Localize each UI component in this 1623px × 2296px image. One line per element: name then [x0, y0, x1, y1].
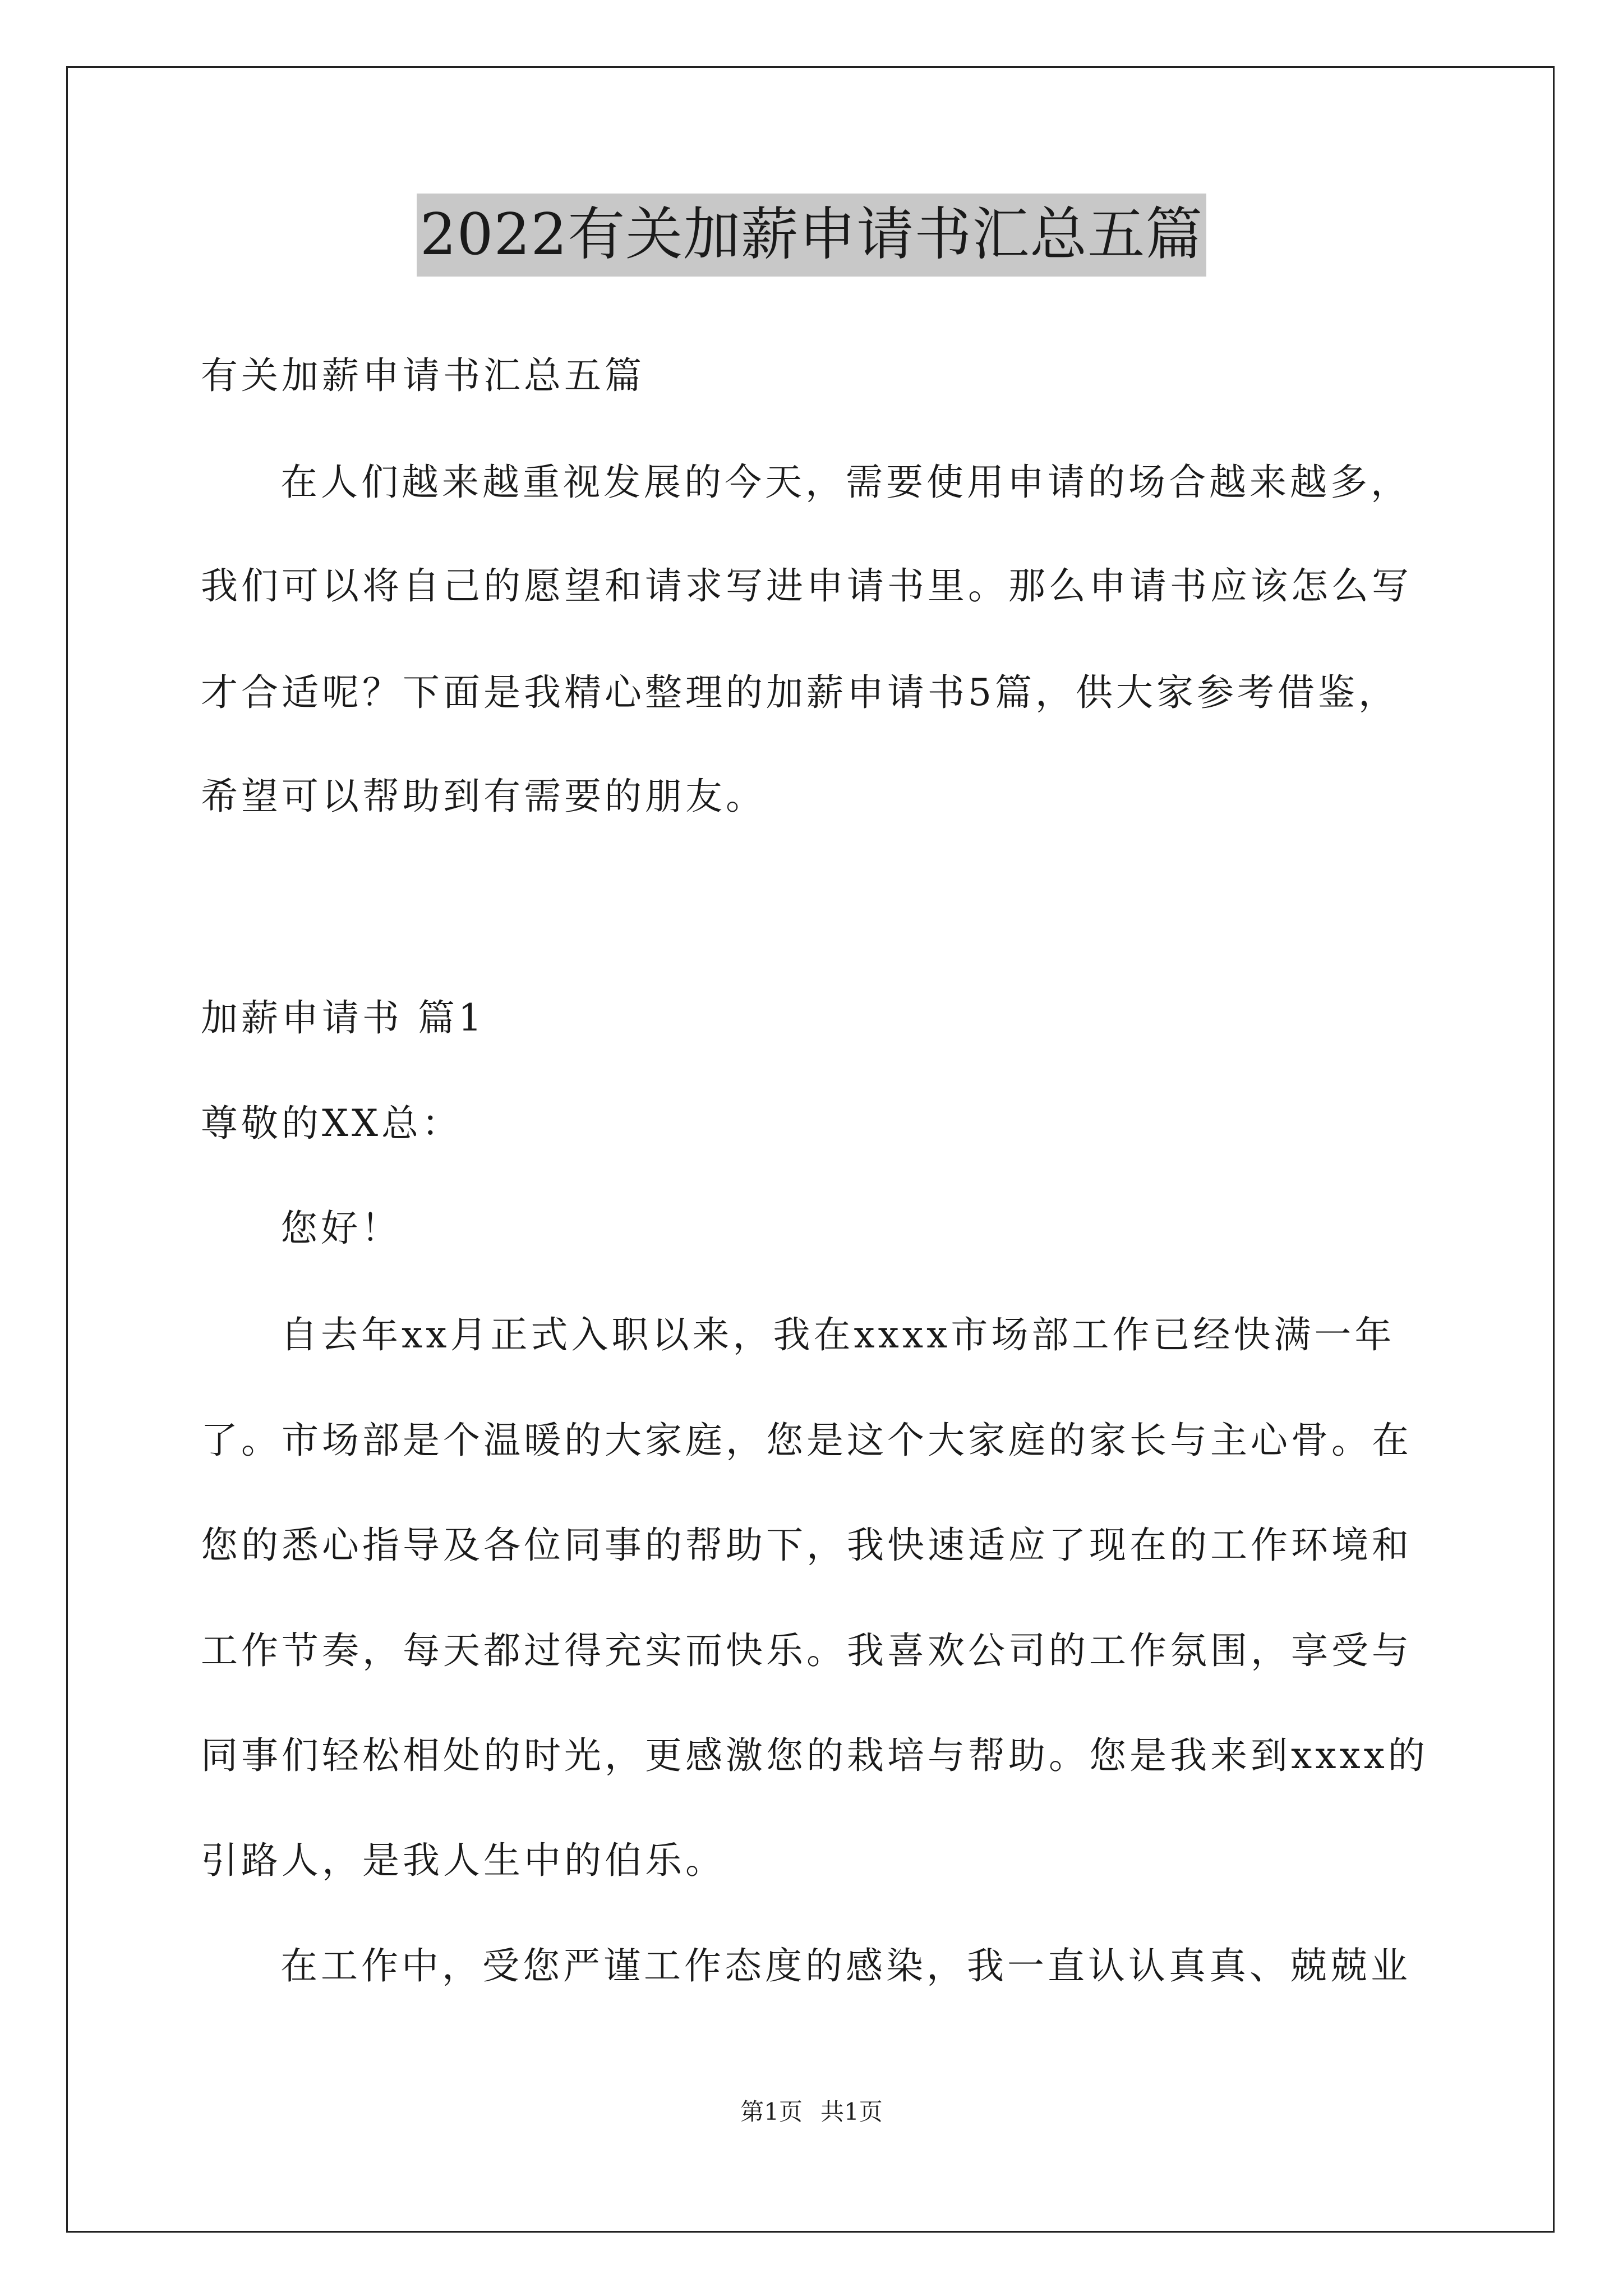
greeting: 您好！ [280, 1207, 402, 1250]
title-container [0, 194, 1623, 277]
intro-line-2: 我们可以将自己的愿望和请求写进申请书里。那么申请书应该怎么写 [201, 564, 1412, 608]
salutation: 尊敬的XX总： [201, 1102, 462, 1145]
paragraph2-line-1: 在工作中，受您严谨工作态度的感染，我一直认认真真、兢兢业 [280, 1944, 1411, 1987]
document-subtitle: 有关加薪申请书汇总五篇 [201, 354, 645, 397]
intro-line-1: 在人们越来越重视发展的今天，需要使用申请的场合越来越多， [280, 461, 1411, 504]
paragraph1-line-5: 同事们轻松相处的时光，更感激您的栽培与帮助。您是我来到xxxx的 [201, 1734, 1428, 1777]
paragraph1-line-3: 您的悉心指导及各位同事的帮助下，我快速适应了现在的工作环境和 [201, 1524, 1412, 1567]
intro-line-4: 希望可以帮助到有需要的朋友。 [201, 775, 766, 818]
paragraph1-line-6: 引路人，是我人生中的伯乐。 [201, 1839, 726, 1882]
page-footer [0, 2093, 1623, 2127]
paragraph1-line-1: 自去年xx月正式入职以来，我在xxxx市场部工作已经快满一年 [280, 1313, 1395, 1356]
page-number: 第1页 [740, 2098, 803, 2125]
section-heading: 加薪申请书 篇1 [201, 996, 485, 1039]
intro-line-3: 才合适呢？下面是我精心整理的加薪申请书5篇，供大家参考借鉴， [201, 671, 1399, 714]
page-total: 共1页 [820, 2098, 883, 2125]
paragraph1-line-2: 了。市场部是个温暖的大家庭，您是这个大家庭的家长与主心骨。在 [201, 1419, 1412, 1462]
document-title: 2022有关加薪申请书汇总五篇 [417, 194, 1207, 277]
paragraph1-line-4: 工作节奏，每天都过得充实而快乐。我喜欢公司的工作氛围，享受与 [201, 1629, 1412, 1672]
